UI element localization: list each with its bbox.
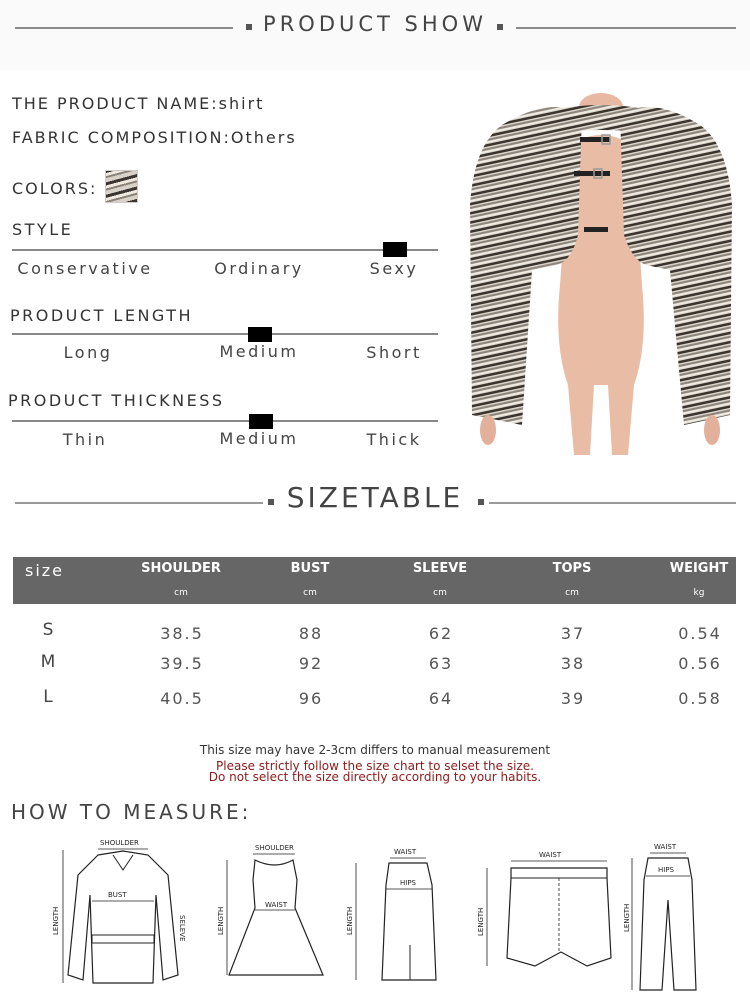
thickness-scale-line — [12, 420, 438, 422]
skirt-measure-diagram — [344, 845, 454, 990]
thickness-option-thick: Thick — [366, 430, 422, 449]
column-header-tops: TOPS — [552, 561, 592, 576]
hips-label-3: HIPS — [400, 879, 416, 887]
length-option-short: Short — [366, 343, 422, 362]
size-cell-l: L — [43, 687, 53, 707]
shoulder-label-1: SHOULDER — [100, 839, 139, 847]
style-scale-line — [12, 249, 438, 251]
waist-label-4: WAIST — [539, 851, 562, 859]
style-option-ordinary: Ordinary — [214, 259, 304, 278]
color-swatch[interactable] — [105, 170, 138, 203]
style-label: STYLE — [12, 220, 74, 239]
style-option-sexy: Sexy — [369, 259, 419, 278]
length-label-5: LENGTH — [623, 903, 631, 932]
table-cell: 0.58 — [678, 689, 722, 708]
sleeve-label-1: SELEVE — [178, 915, 186, 942]
column-unit-shoulder: cm — [174, 588, 188, 598]
length-label-1: LENGTH — [52, 906, 60, 935]
table-cell: 39 — [560, 689, 586, 708]
column-header-sleeve: SLEEVE — [412, 561, 468, 576]
waist-label-3: WAIST — [394, 848, 417, 856]
length-label-2: LENGTH — [217, 906, 225, 935]
column-unit-weight: kg — [693, 588, 705, 598]
table-cell: 0.54 — [678, 624, 722, 643]
column-unit-bust: cm — [303, 588, 317, 598]
column-unit-tops: cm — [565, 588, 579, 598]
table-cell: 39.5 — [160, 654, 204, 673]
shorts-measure-diagram — [475, 848, 625, 978]
sizetable-dot-right — [478, 499, 484, 505]
length-scale-line — [12, 333, 438, 335]
table-cell: 37 — [560, 624, 586, 643]
sizetable-rule-right — [489, 502, 736, 504]
table-cell: 40.5 — [160, 689, 204, 708]
table-cell: 88 — [298, 624, 324, 643]
table-cell: 0.56 — [678, 654, 722, 673]
product-show-header — [0, 0, 750, 70]
column-header-weight: WEIGHT — [669, 561, 729, 576]
hips-label-5: HIPS — [658, 866, 674, 874]
size-warning-2: Do not select the size directly according to your habits. — [208, 770, 542, 784]
sizetable-title: SIZETABLE — [286, 481, 464, 514]
column-header-shoulder: SHOULDER — [141, 561, 221, 576]
style-marker — [383, 242, 407, 257]
waist-label-5: WAIST — [654, 843, 677, 851]
waist-label-2: WAIST — [265, 901, 288, 909]
size-column-header: size — [25, 561, 65, 580]
length-marker — [248, 327, 272, 342]
colors-label: COLORS: — [12, 179, 98, 198]
length-label-4: LENGTH — [477, 907, 485, 936]
length-option-medium: Medium — [219, 342, 299, 361]
length-label-3: LENGTH — [346, 906, 354, 935]
table-cell: 64 — [428, 689, 454, 708]
column-header-bust: BUST — [290, 561, 330, 576]
size-cell-m: M — [40, 652, 56, 672]
thickness-marker — [249, 414, 273, 429]
table-cell: 38 — [560, 654, 586, 673]
table-cell: 63 — [428, 654, 454, 673]
table-cell: 96 — [298, 689, 324, 708]
header-dot-right — [497, 24, 503, 30]
style-option-conservative: Conservative — [17, 259, 153, 278]
measurement-note: This size may have 2-3cm differs to manual measurement — [199, 743, 551, 757]
dress-measure-diagram — [215, 840, 325, 990]
length-label: PRODUCT LENGTH — [10, 306, 194, 325]
table-cell: 38.5 — [160, 624, 204, 643]
product-photo — [462, 85, 740, 467]
column-unit-sleeve: cm — [433, 588, 447, 598]
header-title: PRODUCT SHOW — [263, 12, 487, 36]
length-option-long: Long — [63, 343, 113, 362]
fabric-composition: FABRIC COMPOSITION:Others — [12, 128, 297, 147]
size-cell-s: S — [42, 620, 54, 640]
thickness-option-thin: Thin — [62, 430, 108, 449]
how-to-measure-title: HOW TO MEASURE: — [11, 800, 252, 824]
size-table-header — [13, 557, 736, 604]
size-warning-1: Please strictly follow the size chart to selset the size. — [216, 759, 534, 773]
header-rule-right — [516, 27, 736, 29]
table-cell: 92 — [298, 654, 324, 673]
thickness-option-medium: Medium — [219, 429, 299, 448]
bust-label-1: BUST — [108, 891, 127, 899]
product-photo-illustration — [462, 85, 740, 467]
trousers-measure-diagram — [622, 840, 702, 995]
product-name: THE PRODUCT NAME:shirt — [12, 94, 265, 113]
jacket-measure-diagram — [48, 835, 198, 995]
table-cell: 62 — [428, 624, 454, 643]
thickness-label: PRODUCT THICKNESS — [8, 391, 225, 410]
shoulder-label-2: SHOULDER — [255, 844, 294, 852]
